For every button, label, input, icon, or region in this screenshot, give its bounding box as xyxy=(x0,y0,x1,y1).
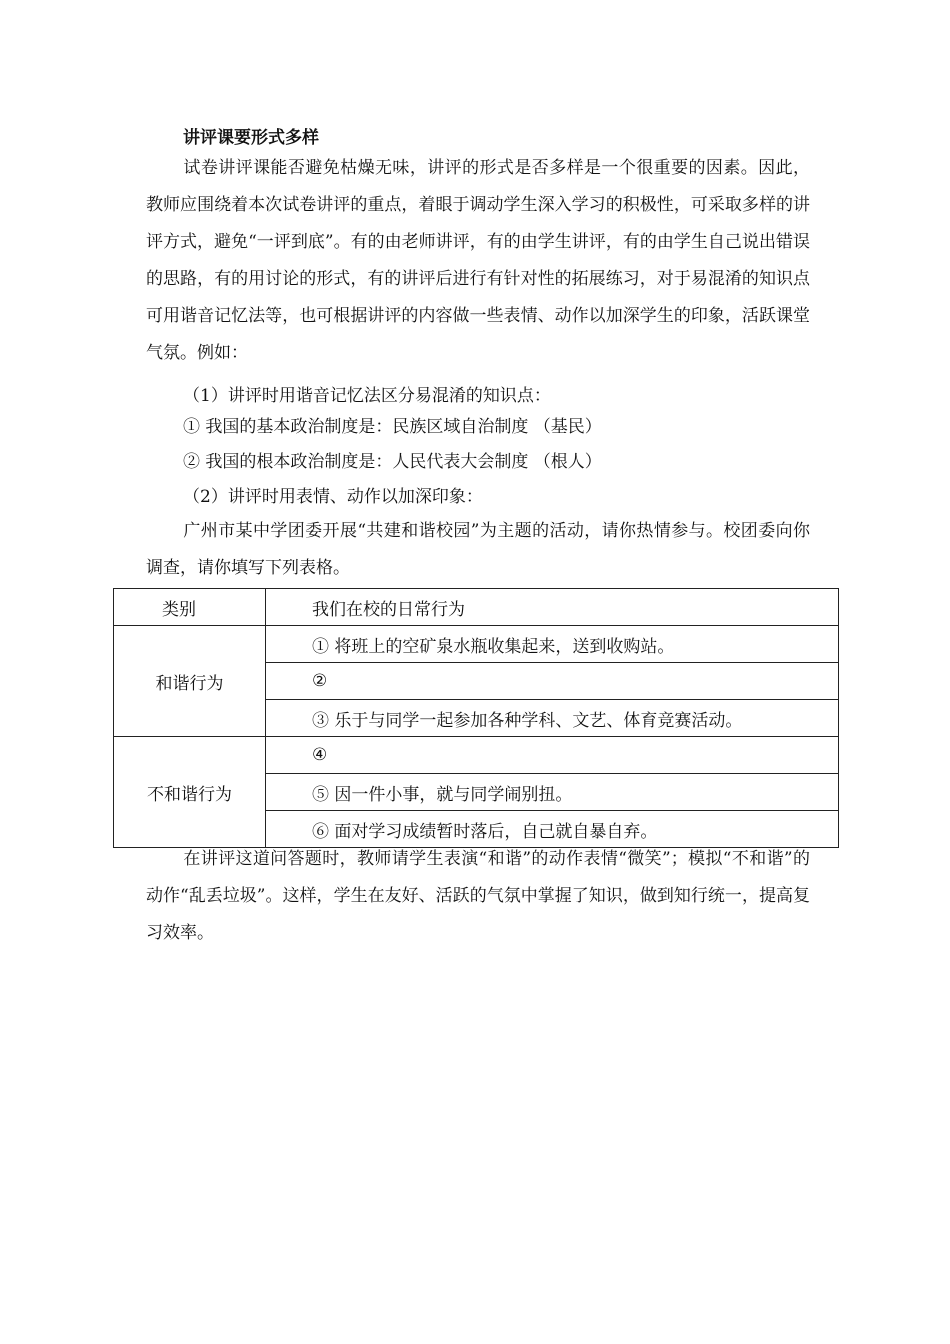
behavior-cell: ③ 乐于与同学一起参加各种学科、文艺、体育竞赛活动。 xyxy=(266,700,839,737)
example-2-title: （2）讲评时用表情、动作以加深印象： xyxy=(183,487,483,507)
category-cell-harmonious: 和谐行为 xyxy=(114,626,266,737)
activity-paragraph xyxy=(146,513,810,587)
section-heading: 讲评课要形式多样 xyxy=(183,128,319,148)
behavior-cell: ① 将班上的空矿泉水瓶收集起来，送到收购站。 xyxy=(266,626,839,663)
intro-paragraph xyxy=(146,150,810,372)
behavior-table xyxy=(113,588,839,848)
table-row xyxy=(114,626,839,663)
header-category-cell: 类别 xyxy=(114,589,266,626)
activity-paragraph-text: 广州市某中学团委开展“共建和谐校园”为主题的活动，请你热情参与。校团委向你调查，请你填写下列表格。 xyxy=(146,521,810,578)
intro-paragraph-text: 试卷讲评课能否避免枯燥无味，讲评的形式是否多样是一个很重要的因素。因此，教师应围绕着本次试卷讲评的重点，着眼于调动学生深入学习的积极性，可采取多样的讲评方式，避免“一评到底”。有的由老师讲评，有的由学生讲评，有的由学生自己说出错误的思路，有的用讨论的形式，有的讲评后进行有针对性的拓展练习，对于易混淆的知识点可用谐音记忆法等，也可根据讲评的内容做一些表情、动作以加深学生的印象，活跃课堂气氛。例如： xyxy=(146,158,810,363)
table-header-row xyxy=(114,589,839,626)
conclusion-paragraph xyxy=(146,841,810,952)
conclusion-paragraph-text: 在讲评这道问答题时，教师请学生表演“和谐”的动作表情“微笑”；模拟“不和谐”的动作“乱丢垃圾”。这样，学生在友好、活跃的气氛中掌握了知识，做到知行统一，提高复习效率。 xyxy=(146,849,810,943)
example-1-item-1: ① 我国的基本政治制度是：民族区域自治制度 （基民） xyxy=(183,417,602,437)
behavior-cell: ⑤ 因一件小事，就与同学闹别扭。 xyxy=(266,774,839,811)
example-1-item-2: ② 我国的根本政治制度是：人民代表大会制度 （根人） xyxy=(183,452,602,472)
example-1-title: （1）讲评时用谐音记忆法区分易混淆的知识点： xyxy=(183,386,551,406)
category-cell-unharmonious: 不和谐行为 xyxy=(114,737,266,848)
behavior-cell: ⑥ 面对学习成绩暂时落后，自己就自暴自弃。 xyxy=(266,811,839,848)
behavior-cell: ② xyxy=(266,663,839,700)
header-behaviors-cell: 我们在校的日常行为 xyxy=(266,589,839,626)
table-row xyxy=(114,737,839,774)
behavior-cell: ④ xyxy=(266,737,839,774)
